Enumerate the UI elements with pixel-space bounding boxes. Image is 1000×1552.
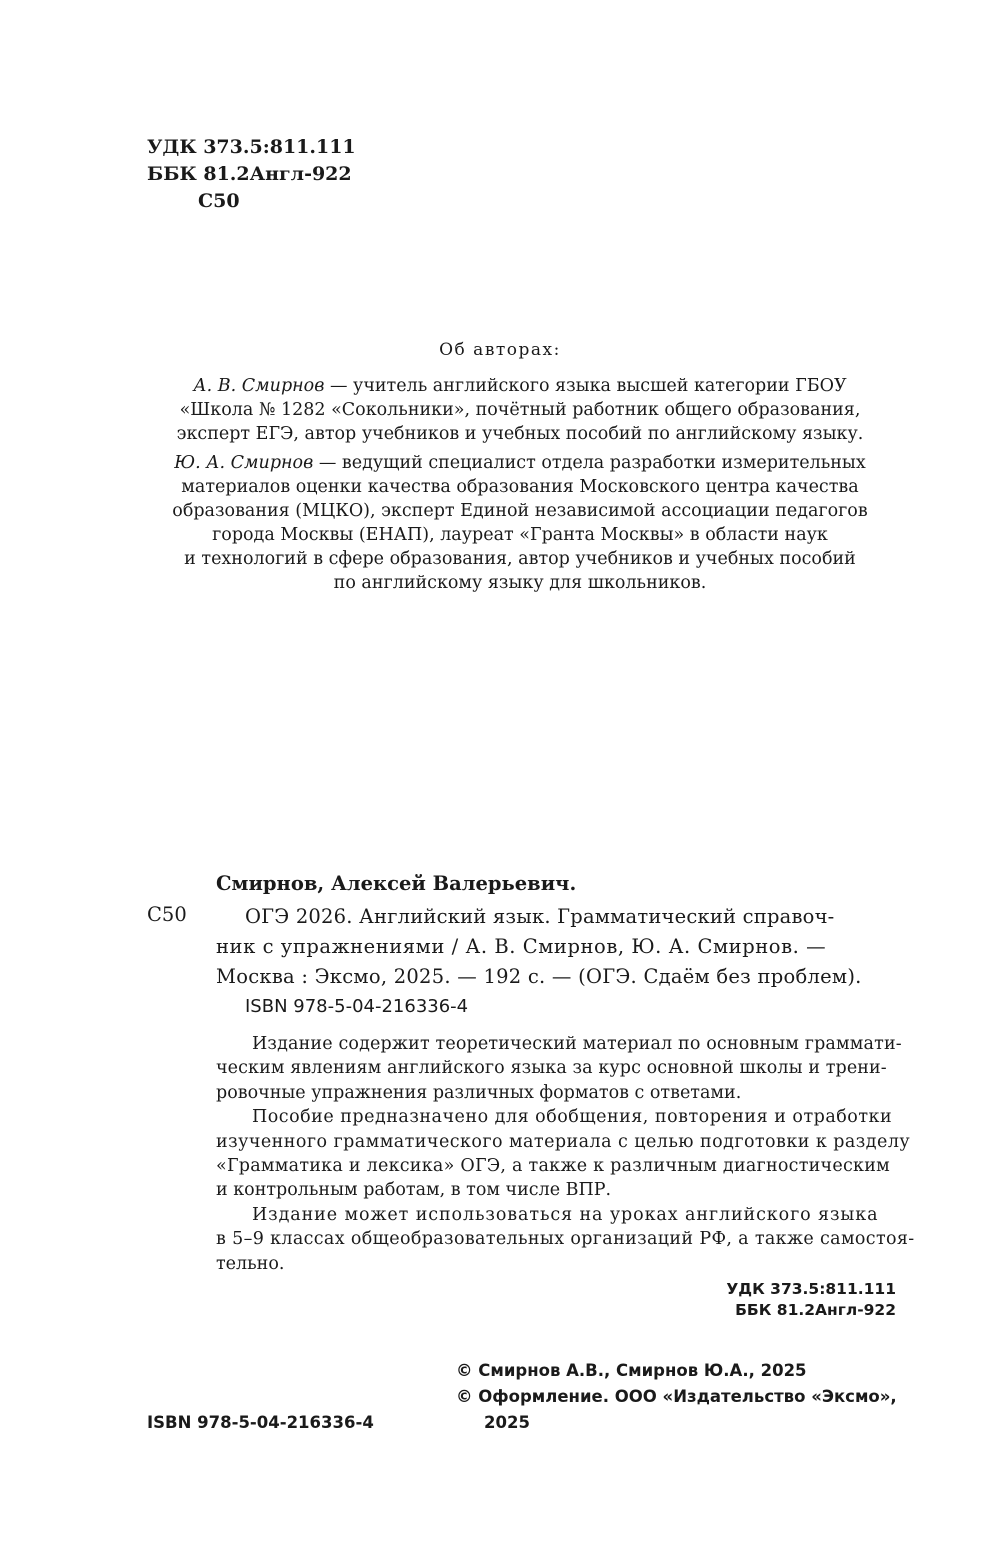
author-bio-text: «Школа № 1282 «Сокольники», почётный работник общего образования, — [179, 400, 861, 420]
author-bio-smirnov-ua — [140, 451, 900, 595]
bbk-code: ББК 81.2Англ-922 — [735, 1301, 896, 1319]
entry-title — [216, 902, 896, 992]
entry-title-line: ОГЭ 2026. Английский язык. Грамматический справоч- — [245, 905, 835, 928]
annotation-line: и контрольным работам, в том числе ВПР. — [216, 1180, 612, 1201]
author-bio-text: образования (МЦКО), эксперт Единой независимой ассоциации педагогов — [172, 501, 868, 521]
copyright-authors: © Смирнов А.В., Смирнов Ю.А., 2025 — [456, 1361, 807, 1380]
entry-title-line: Москва : Эксмо, 2025. — 192 с. — (ОГЭ. Сдаём без проблем). — [216, 965, 862, 988]
copyright-design-year: 2025 — [484, 1413, 530, 1432]
annotation-line: тельно. — [216, 1253, 285, 1274]
udk-bbk-block — [726, 1279, 896, 1321]
classification-block — [147, 134, 356, 215]
author-bio-text: — учитель английского языка высшей категории ГБОУ — [324, 376, 847, 396]
author-bio-text: — ведущий специалист отдела разработки измерительных — [313, 453, 866, 473]
author-bio-text: эксперт ЕГЭ, автор учебников и учебных пособий по английскому языку. — [176, 424, 864, 444]
annotation-line: «Грамматика и лексика» ОГЭ, а также к различным диагностическим — [216, 1156, 890, 1177]
copyright-design: © Оформление. ООО «Издательство «Эксмо», — [456, 1387, 897, 1406]
annotation-line: Издание содержит теоретический материал по основным граммати- — [252, 1034, 902, 1054]
entry-title-line: ник с упражнениями / А. В. Смирнов, Ю. А. Смирнов. — — [216, 935, 827, 958]
annotation — [216, 1032, 915, 1276]
author-name: Ю. А. Смирнов — [174, 453, 314, 473]
annotation-line: Издание может использоваться на уроках английского языка — [252, 1204, 879, 1225]
annotation-line: ровочные упражнения различных форматов с ответами. — [216, 1082, 742, 1103]
entry-author-heading: Смирнов, Алексей Валерьевич. — [216, 872, 577, 895]
author-bio-text: материалов оценки качества образования Московского центра качества — [181, 477, 859, 497]
annotation-line: изученного грамматического материала с целью подготовки к разделу — [216, 1131, 911, 1152]
entry-code: С50 — [147, 903, 187, 926]
copyright-block — [456, 1358, 896, 1436]
annotation-line: в 5–9 классах общеобразовательных организаций РФ, а также самостоя- — [216, 1229, 915, 1250]
author-bio-text: и технологий в сфере образования, автор учебников и учебных пособий — [184, 549, 856, 569]
entry-isbn: ISBN 978-5-04-216336-4 — [245, 996, 469, 1017]
about-authors-heading: Об авторах: — [439, 340, 561, 360]
author-bio-smirnov-av — [140, 374, 900, 446]
udk-code: УДК 373.5:811.111 — [147, 136, 356, 158]
author-name: А. В. Смирнов — [193, 376, 325, 396]
isbn-bottom: ISBN 978-5-04-216336-4 — [147, 1413, 374, 1432]
author-sign: С50 — [198, 190, 240, 212]
bbk-code: ББК 81.2Англ-922 — [147, 163, 352, 185]
annotation-line: Пособие предназначено для обобщения, повторения и отработки — [252, 1107, 893, 1128]
annotation-line: ческим явлениям английского языка за курс основной школы и трени- — [216, 1058, 887, 1079]
author-bio-text: по английскому языку для школьников. — [333, 573, 707, 593]
udk-code: УДК 373.5:811.111 — [726, 1280, 896, 1298]
author-bio-text: города Москвы (ЕНАП), лауреат «Гранта Москвы» в области наук — [212, 525, 828, 545]
